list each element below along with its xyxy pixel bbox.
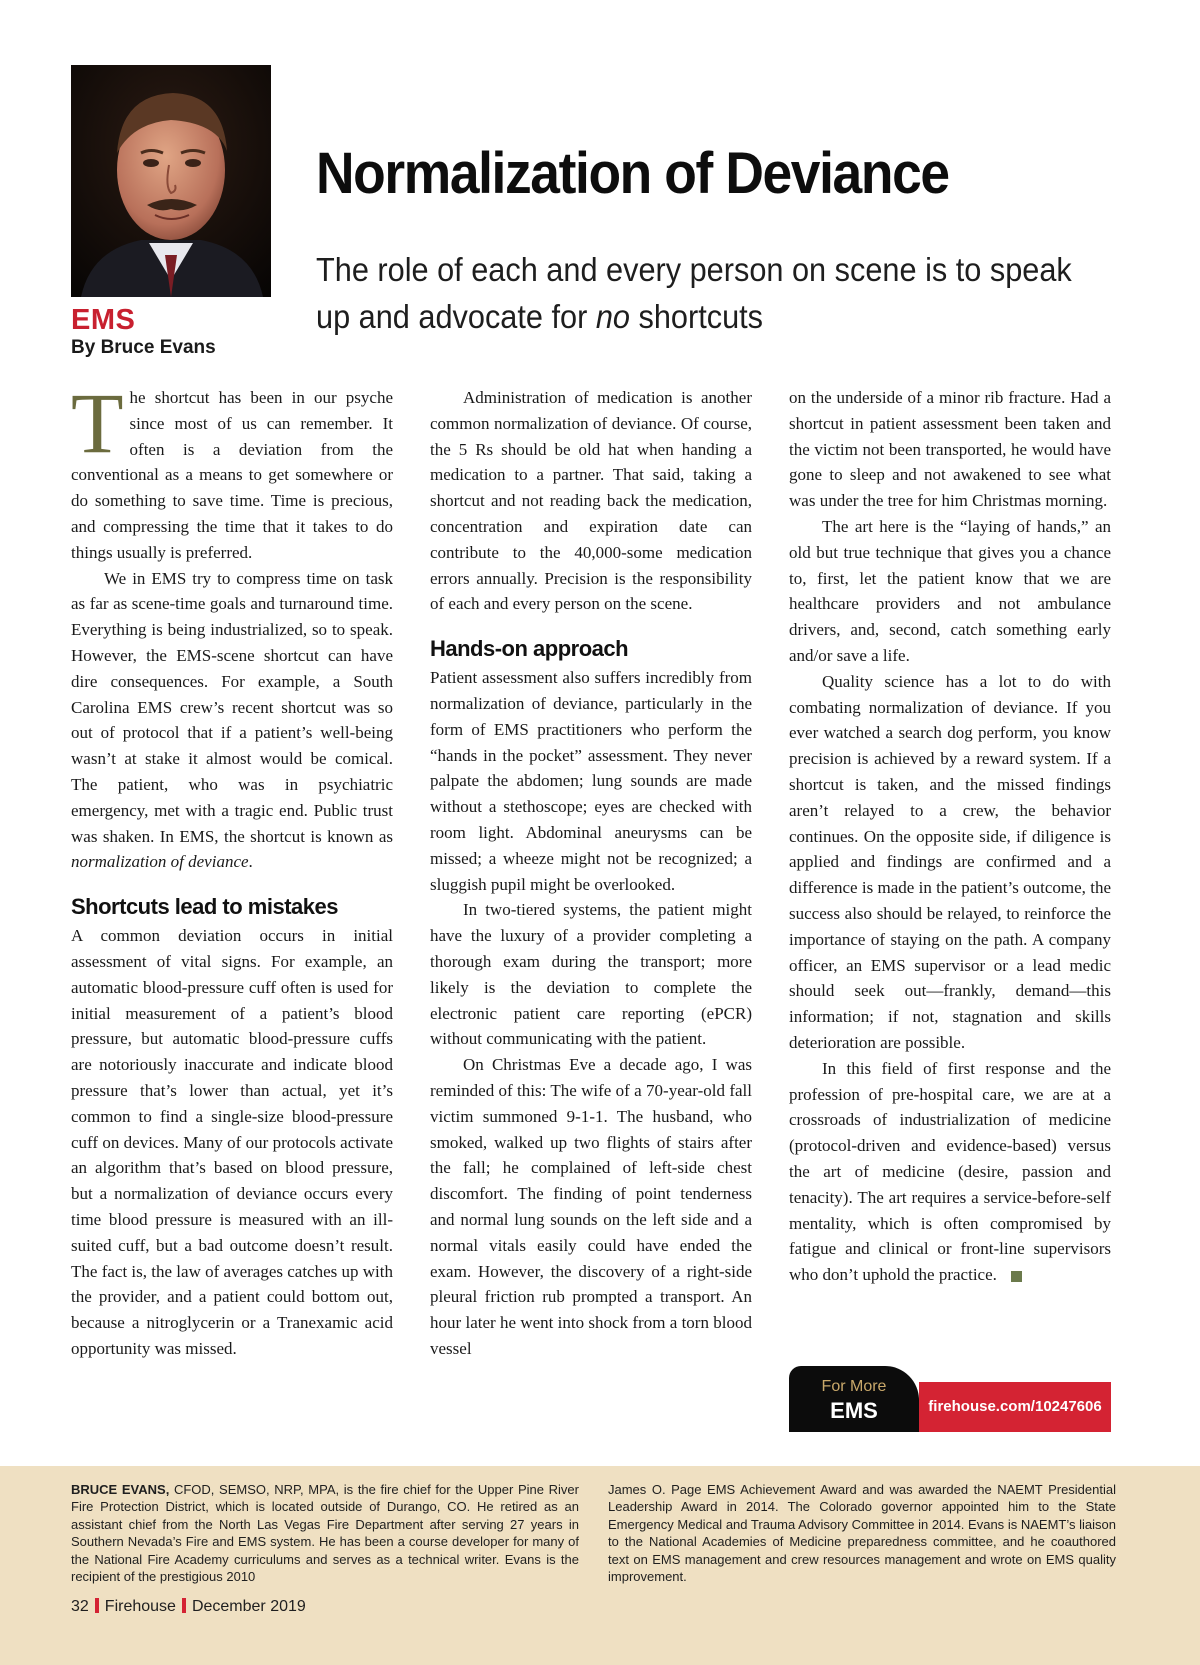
term-emphasis: normalization of deviance <box>71 852 249 872</box>
section-label: EMS <box>71 304 136 336</box>
deck <box>316 246 1079 340</box>
paragraph <box>71 566 393 876</box>
subhead-hands-on: Hands-on approach <box>430 636 629 662</box>
for-more-badge <box>789 1366 1111 1432</box>
footer-separator <box>95 1598 99 1613</box>
footer-separator <box>182 1598 186 1613</box>
paragraph-text: he shortcut has been in our psyche since most of us can remember. It often is a deviation from the conventional as a means to get somewhere or do something to save time. Time is precious, and compressing the time that it takes to do things usually is preferred. <box>71 388 393 562</box>
article-column-1 <box>71 375 393 1362</box>
for-more-section: EMS <box>830 1398 878 1423</box>
author-portrait-illustration <box>71 65 271 297</box>
for-more-label: For More <box>821 1378 887 1395</box>
author-name: BRUCE EVANS, <box>71 1482 170 1497</box>
paragraph: Administration of medication is another common normalization of deviance. Of course, the 5 Rs should be old hat when handing a medication to a partner. That said, taking a shortcut and not reading back the medication, concentration and expiration date can contribute to the 40,000-some medication errors annually. Precision is the responsibility of each and every person on the scene. <box>430 388 752 614</box>
paragraph <box>71 375 393 566</box>
issue-date: December 2019 <box>191 1598 306 1615</box>
deck-emphasis: no <box>595 298 630 335</box>
paragraph <box>789 1056 1111 1288</box>
deck-text: The role of each and every person on scene is to speak up and advocate for <box>316 251 1072 335</box>
paragraph: In two-tiered systems, the patient might have the luxury of a provider completing a thorough exam during the transport; more likely is the deviation to complete the electronic patient care reporting (ePCR) without communicating with the patient. <box>430 900 752 1049</box>
page-number: 32 <box>71 1598 89 1615</box>
author-bio-right: James O. Page EMS Achievement Award and was awarded the NAEMT Presidential Leadership Award in 2014. The Colorado governor appointed him to the State Emergency Medical and Trauma Advisory Committee in 2014. Evans is NAEMT’s liaison to the National Academies of Medicine preparedness committee, and he coauthored text on EMS management and crew resources management and wrote on EMS quality improvement. <box>608 1482 1116 1585</box>
paragraph-text: In this field of first response and the profession of pre-hospital care, we are at a crossroads of industrialization of medicine (protocol-driven and evidence-based) versus the art of medicine (desire, passion and tenacity). The art requires a service-before-self mentality, which is often compromised by fatigue and clinical or front-line supervisors who don’t uphold the practice. <box>789 1058 1111 1285</box>
page-footer <box>71 1598 306 1616</box>
author-photo <box>71 65 271 297</box>
end-mark-icon <box>1011 1271 1022 1282</box>
paragraph: A common deviation occurs in initial assessment of vital signs. For example, an automatic blood-pressure cuff often is used for initial measurement of a patient’s blood pressure, but automatic blood-pressure cuffs are notoriously inaccurate and indicate blood pressure that’s lower than actual, yet it’s common to find a single-size blood-pressure cuff on devices. Many of our protocols activate an algorithm that’s based on blood pressure, but a normalization of deviance occurs every time blood pressure is measured with an ill-suited cuff, but a bad outcome doesn’t result. The fact is, the law of averages catches up with the provider, and a patient could bottom out, because a nitroglycerin or a Tranexamic acid opportunity was missed. <box>71 926 393 1358</box>
author-bio-left <box>71 1481 579 1585</box>
deck-text-end: shortcuts <box>629 298 764 335</box>
article-column-3 <box>789 385 1111 1288</box>
drop-cap: T <box>71 375 124 471</box>
for-more-tab <box>789 1366 919 1432</box>
magazine-name: Firehouse <box>104 1598 176 1615</box>
author-bio-band <box>0 1466 1200 1665</box>
headline: Normalization of Deviance <box>316 141 949 206</box>
paragraph-text-end: . <box>248 852 253 872</box>
bio-text: CFOD, SEMSO, NRP, MPA, is the fire chief for the Upper Pine River Fire Protection District, which is located outside of Durango, CO. He retired as an assistant chief from the North Las Vegas Fire Department after serving 27 years in Southern Nevada’s Fire and EMS system. He has been a course developer for many of the National Fire Academy curriculums and serves as a technical writer. Evans is the recipient of the prestigious 2010 <box>71 1482 579 1585</box>
for-more-link[interactable]: firehouse.com/10247606 <box>919 1382 1111 1432</box>
paragraph: The art here is the “laying of hands,” an old but true technique that gives you a chance to, first, let the patient know that we are healthcare providers and not ambulance drivers, and, second, catch something early and/or save a life. <box>789 516 1111 665</box>
paragraph: On Christmas Eve a decade ago, I was reminded of this: The wife of a 70-year-old fall victim summoned 9-1-1. The husband, who smoked, walked up two flights of stairs after the fall; he complained of left-side chest discomfort. The finding of point tenderness and normal lung sounds on the left side and a normal vitals easily could have ended the exam. However, the discovery of a right-side pleural friction rub prompted a transport. An hour later he went into shock from a torn blood vessel <box>430 1055 752 1358</box>
byline: By Bruce Evans <box>71 337 216 358</box>
paragraph: on the underside of a minor rib fracture. Had a shortcut in patient assessment been taken and the victim not been transported, he would have gone to sleep and not awakened to see what was under the tree for him Christmas morning. <box>789 388 1111 511</box>
paragraph-text: We in EMS try to compress time on task as far as scene-time goals and turnaround time. Everything is being industrialized, so to speak. However, the EMS-scene shortcut can have dire consequences. For example, a South Carolina EMS crew’s recent shortcut was so out of protocol that if a patient’s well-being wasn’t at stake it almost would be comical. The patient, who was in psychiatric emergency, met with a tragic end. Public trust was shaken. In EMS, the shortcut is known as <box>71 568 393 846</box>
paragraph: Quality science has a lot to do with combating normalization of deviance. If you ever watched a search dog perform, you know precision is achieved by a reward system. If a shortcut is taken, and the missed findings aren’t relayed to a crew, the behavior continues. On the opposite side, if diligence is applied and findings are confirmed and a difference is made in the patient’s outcome, the success also should be relayed, to reinforce the importance of staying on the path. A company officer, an EMS supervisor or a lead medic should seek out—frankly, demand—this information; if not, stagnation and skills deterioration are possible. <box>789 671 1111 1052</box>
subhead-shortcuts: Shortcuts lead to mistakes <box>71 894 338 920</box>
paragraph: Patient assessment also suffers incredibly from normalization of deviance, particularly in the form of EMS practitioners who perform the “hands in the pocket” assessment. They never palpate the abdomen; lung sounds are made without a stethoscope; eyes are checked with room light. Abdominal aneurysms can be missed; a wheeze might not be recognized; a sluggish pupil might be overlooked. <box>430 668 752 894</box>
article-column-2 <box>430 385 752 1362</box>
